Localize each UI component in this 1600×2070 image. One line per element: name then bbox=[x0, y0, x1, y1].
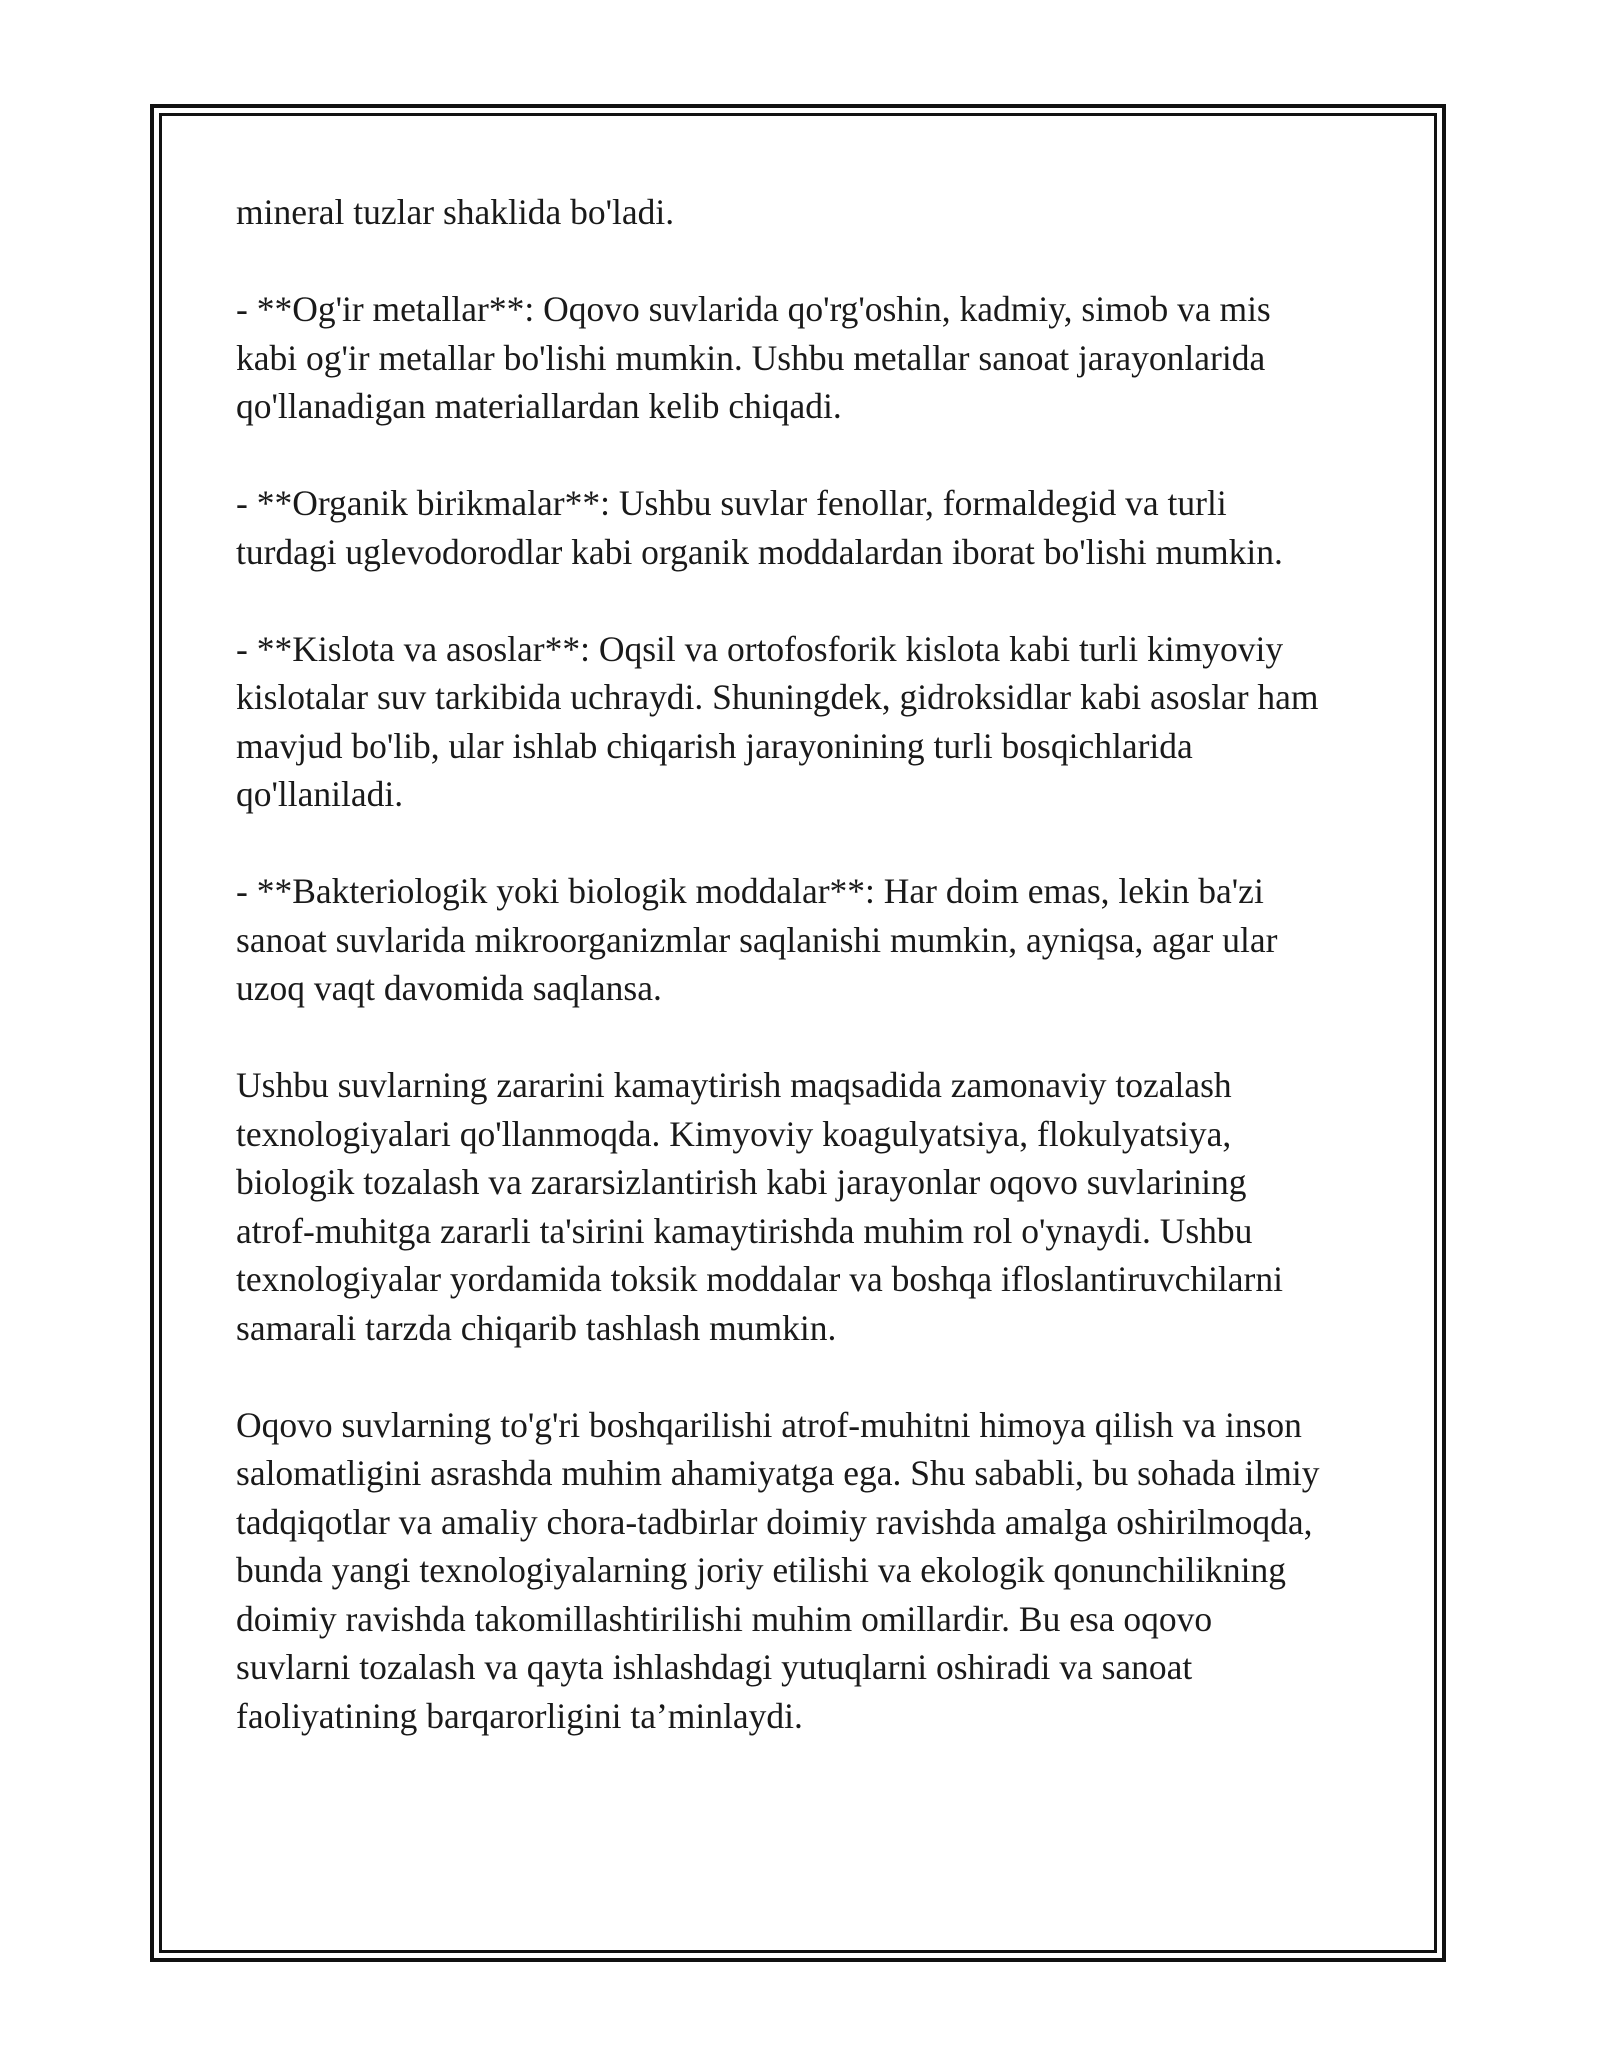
paragraph-heavy-metals: - **Og'ir metallar**: Oqovo suvlarida qo'rg'oshin, kadmiy, simob va mis kabi og'ir metallar bo'lishi mumkin. Ushbu metallar sanoat jarayonlarida qo'llanadigan materiallardan kelib chiqadi. bbox=[236, 289, 1271, 426]
paragraph-wastewater-management: Oqovo suvlarning to'g'ri boshqarilishi atrof-muhitni himoya qilish va inson salomatligini asrashda muhim ahamiyatga ega. Shu sababli, bu sohada ilmiy tadqiqotlar va amaliy chora-tadbirlar doimiy ravishda amalga oshirilmoqda, bunda yangi texnologiyalarning joriy etilishi va ekologik qonunchilikning doimiy ravishda takomillashtirilishi muhim omillardir. Bu esa oqovo suvlarni tozalash va qayta ishlashdagi yutuqlarni oshiradi va sanoat faoliyatining barqarorligini ta’minlaydi. bbox=[236, 1404, 1320, 1736]
paragraph-biological-substances: - **Bakteriologik yoki biologik moddalar**: Har doim emas, lekin ba'zi sanoat suvlarida mikroorganizmlar saqlanishi mumkin, ayniqsa, agar ular uzoq vaqt davomida saqlansa. bbox=[236, 871, 1278, 1008]
document-body bbox=[236, 188, 1366, 1789]
paragraph-organic-compounds: - **Organik birikmalar**: Ushbu suvlar fenollar, formaldegid va turli turdagi uglevodorodlar kabi organik moddalardan iborat bo'lishi mumkin. bbox=[236, 483, 1283, 572]
paragraph-acids-bases: - **Kislota va asoslar**: Oqsil va ortofosforik kislota kabi turli kimyoviy kislotalar suv tarkibida uchraydi. Shuningdek, gidroksidlar kabi asoslar ham mavjud bo'lib, ular ishlab chiqarish jarayonining turli bosqichlarida qo'llaniladi. bbox=[236, 628, 1319, 814]
paragraph-mineral-salts: mineral tuzlar shaklida bo'ladi. bbox=[236, 192, 675, 232]
paragraph-treatment-technologies: Ushbu suvlarning zararini kamaytirish maqsadida zamonaviy tozalash texnologiyalari qo'llanmoqda. Kimyoviy koagulyatsiya, flokulyatsiya, biologik tozalash va zararsizlantirish kabi jarayonlar oqovo suvlarining atrof-muhitga zararli ta'sirini kamaytirishda muhim rol o'ynaydi. Ushbu texnologiyalar yordamida toksik moddalar va boshqa ifloslantiruvchilarni samarali tarzda chiqarib tashlash mumkin. bbox=[236, 1065, 1283, 1348]
